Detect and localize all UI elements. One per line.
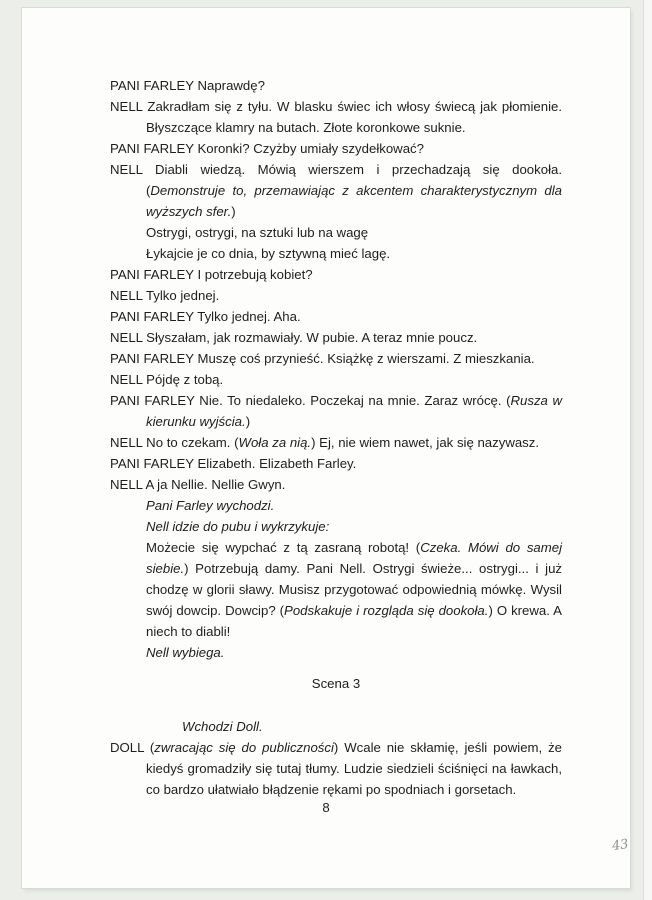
speaker-name: NELL	[110, 372, 143, 387]
handwritten-page-number: 43	[611, 836, 630, 855]
dialogue-lines	[110, 75, 562, 663]
speaker-name: NELL	[110, 435, 143, 450]
stage-direction: Podskakuje i rozgląda się dookoła.	[284, 603, 489, 618]
page-number: 8	[322, 800, 330, 815]
spoken-text: Tylko jednej.	[145, 288, 220, 303]
stage-direction: zwracając się do publiczności	[154, 740, 334, 755]
speaker-name: PANI FARLEY	[110, 78, 194, 93]
speaker-name: NELL	[110, 330, 143, 345]
speaker-name: PANI FARLEY	[110, 267, 194, 282]
speaker-name: NELL	[110, 288, 143, 303]
spoken-text: Nie. To niedaleko. Poczekaj na mnie. Zaraz wrócę. (	[199, 393, 511, 408]
speaker-name: NELL	[110, 162, 143, 177]
dialogue-line	[110, 348, 562, 369]
entrance-direction: Wchodzi Doll.	[182, 719, 263, 734]
dialogue-line	[110, 453, 562, 474]
dialogue-line	[110, 264, 562, 285]
dialogue-line	[110, 159, 562, 222]
spoken-text: (	[149, 740, 155, 755]
stage-direction: Rusza w kierunku wyjścia.	[146, 393, 562, 429]
speaker-name: PANI FARLEY	[110, 393, 195, 408]
dialogue-line	[110, 75, 562, 96]
stage-direction: Woła za nią.	[238, 435, 312, 450]
speaker-name: NELL	[110, 99, 143, 114]
stage-direction: Demonstruje to, przemawiając z akcentem charakterystycznym dla wyższych sfer.	[146, 183, 562, 219]
doll-line	[110, 737, 562, 800]
spoken-text: ) Ej, nie wiem nawet, jak się nazywasz.	[311, 435, 540, 450]
speaker-name: DOLL	[110, 740, 144, 755]
spoken-text: I potrzebują kobiet?	[197, 267, 313, 282]
spoken-text: ) O krewa. A niech to diabli!	[146, 603, 562, 639]
spoken-text: Elizabeth. Elizabeth Farley.	[197, 456, 357, 471]
stage-direction-line: Nell idzie do pubu i wykrzykuje:	[146, 519, 330, 534]
dialogue-line	[110, 306, 562, 327]
verse-line: Ostrygi, ostrygi, na sztuki lub na wagę	[146, 225, 369, 240]
monologue-block	[110, 537, 562, 642]
spoken-text: Tylko jednej. Aha.	[197, 309, 301, 324]
dialogue-line	[110, 474, 562, 495]
spoken-text: No to czekam. (	[146, 435, 239, 450]
dialogue-line	[110, 390, 562, 432]
spoken-text: Koronki? Czyżby umiały szydełkować?	[197, 141, 424, 156]
spoken-text: Muszę coś przynieść. Książkę z wierszami. Z mieszkania.	[197, 351, 535, 366]
spoken-text: ) Wcale nie skłamię, jeśli powiem, że kiedyś gromadziły się tutaj tłumy. Ludzie siedzieli ściśnięci na ławkach, co bardzo ułatwiało błądzenie rękami po spodniach i gorsetach.	[146, 740, 562, 797]
dialogue-line	[110, 96, 562, 138]
speaker-name: PANI FARLEY	[110, 309, 194, 324]
speaker-name: PANI FARLEY	[110, 351, 194, 366]
stage-direction: Czeka. Mówi do samej siebie.	[146, 540, 562, 576]
scene-heading: Scena 3	[311, 676, 361, 691]
speaker-name: PANI FARLEY	[110, 141, 194, 156]
spoken-text: Naprawdę?	[197, 78, 265, 93]
speaker-name: PANI FARLEY	[110, 456, 194, 471]
spoken-text: )	[231, 204, 236, 219]
verse-line: Łykajcie je co dnia, by sztywną mieć lagę.	[146, 246, 391, 261]
spoken-text: Słyszałam, jak rozmawiały. W pubie. A teraz mnie poucz.	[146, 330, 478, 345]
dialogue-line	[110, 138, 562, 159]
dialogue-line	[110, 369, 562, 390]
spoken-text: Zakradłam się z tyłu. W blasku świec ich włosy świecą jak płomienie. Błyszczące klamry na butach. Złote koronkowe suknie.	[146, 99, 563, 135]
stage-direction-line: Nell wybiega.	[146, 645, 225, 660]
stage-direction-line: Pani Farley wychodzi.	[146, 498, 275, 513]
spoken-text: ) Potrzebują damy. Pani Nell. Ostrygi świeże... ostrygi... i już chodzę w glorii sławy. Musisz przygotować odpowiednią mówkę. Wysil swój dowcip. Dowcip? (	[146, 561, 562, 618]
spoken-text: Pójdę z tobą.	[146, 372, 224, 387]
spoken-text: Możecie się wypchać z tą zasraną robotą! (	[146, 540, 421, 555]
scan-edge-strip	[643, 0, 652, 900]
script-text	[110, 75, 562, 800]
dialogue-line	[110, 432, 562, 453]
dialogue-line	[110, 327, 562, 348]
spoken-text: )	[245, 414, 251, 429]
dialogue-line	[110, 285, 562, 306]
speaker-name: NELL	[110, 477, 143, 492]
spoken-text: A ja Nellie. Nellie Gwyn.	[145, 477, 286, 492]
spoken-text: Diabli wiedzą. Mówią wierszem i przechadzają się dookoła. (	[146, 162, 562, 198]
